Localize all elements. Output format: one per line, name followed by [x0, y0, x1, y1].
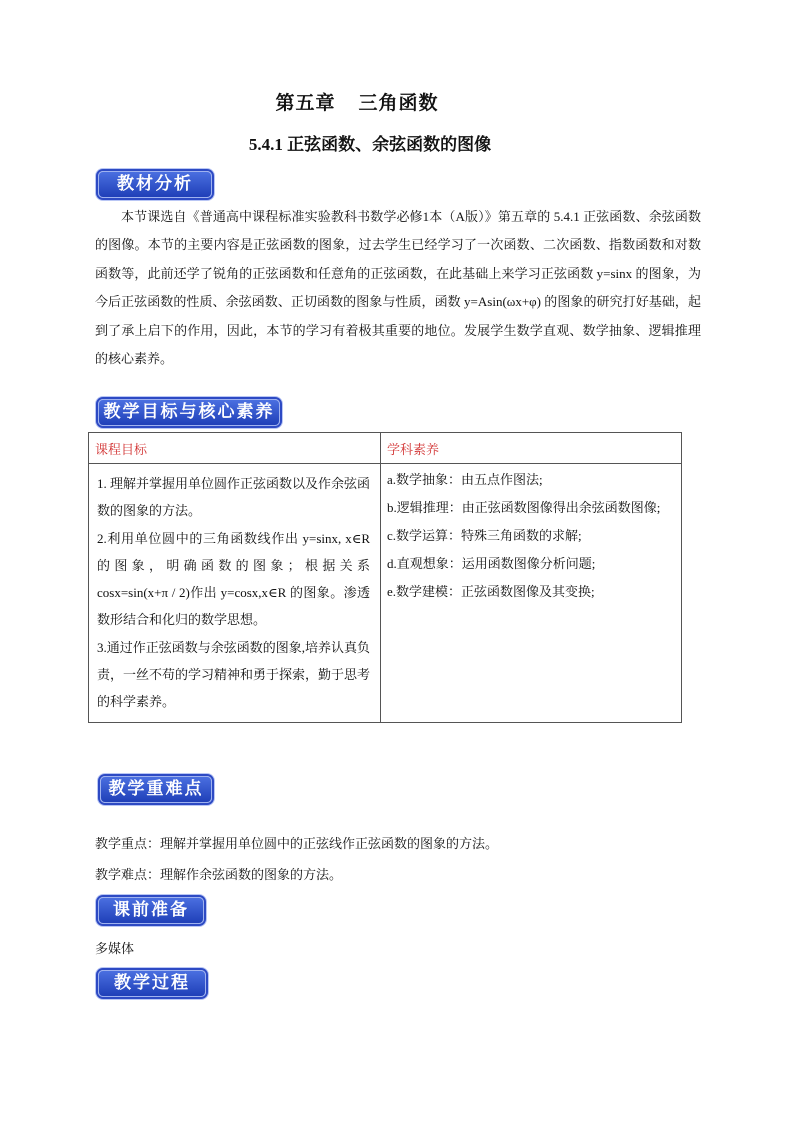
badge-keypoints: 教学重难点 [100, 776, 212, 803]
header-course-goals: 课程目标 [89, 433, 381, 464]
literacy-item: d.直观想象：运用函数图像分析问题; [387, 556, 596, 571]
teaching-difficulty: 教学难点：理解作余弦函数的图象的方法。 [95, 867, 343, 882]
badge-prep: 课前准备 [98, 897, 204, 924]
literacy-cell [381, 464, 682, 723]
chapter-name: 三角函数 [358, 93, 439, 114]
header-literacy: 学科素养 [381, 433, 682, 464]
badge-analysis: 教材分析 [98, 171, 212, 198]
chapter-title [0, 88, 714, 115]
goals-cell [89, 464, 381, 723]
literacy-item: e.数学建模：正弦函数图像及其变换; [387, 584, 595, 599]
analysis-paragraph: 本节课选自《普通高中课程标准实验教科书数学必修1本（A版）》第五章的 5.4.1 正弦函数、余弦函数的图像。本节的主要内容是正弦函数的图象，过去学生已经学习了一次函数、二次函数、指数函数和对数函数等，此前还学了锐角的正弦函数和任意角的正弦函数，在此基础上来学习正弦函数 y=sinx 的图象，为今后正弦函数的性质、余弦函数、正切函数的图象与性质，函数 y=Asin(ωx+φ) 的图象的研究打好基础，起到了承上启下的作用，因此，本节的学习有着极其重要的地位。发展学生数学直观、数学抽象、逻辑推理的核心素养。 [95, 209, 701, 367]
badge-goals: 教学目标与核心素养 [98, 399, 280, 426]
chapter-number: 第五章 [275, 93, 336, 114]
goals-table [88, 432, 682, 723]
literacy-item: a.数学抽象：由五点作图法; [387, 472, 543, 487]
goal-item: 2.利用单位圆中的三角函数线作出 y=sinx, x∈R 的图象，明确函数的图象；根据关系 cosx=sin(x+π / 2)作出 y=cosx,x∈R 的图象。渗透数形结合和化归的数学思想。 [97, 530, 370, 628]
prep-text: 多媒体 [95, 941, 135, 956]
literacy-item: b.逻辑推理：由正弦函数图像得出余弦函数图像; [387, 500, 661, 515]
goal-item: 1. 理解并掌握用单位圆作正弦函数以及作余弦函数的图象的方法。 [97, 476, 371, 519]
teaching-focus: 教学重点：理解并掌握用单位圆中的正弦线作正弦函数的图象的方法。 [95, 836, 499, 851]
goal-item: 3.通过作正弦函数与余弦函数的图象,培养认真负责，一丝不苟的学习精神和勇于探索，勤于思考的科学素养。 [97, 639, 371, 710]
table-row [89, 464, 682, 723]
section-title: 5.4.1 正弦函数、余弦函数的图像 [248, 135, 492, 154]
literacy-item: c.数学运算：特殊三角函数的求解; [387, 528, 582, 543]
badge-process: 教学过程 [98, 970, 206, 997]
table-header-row [89, 433, 682, 464]
